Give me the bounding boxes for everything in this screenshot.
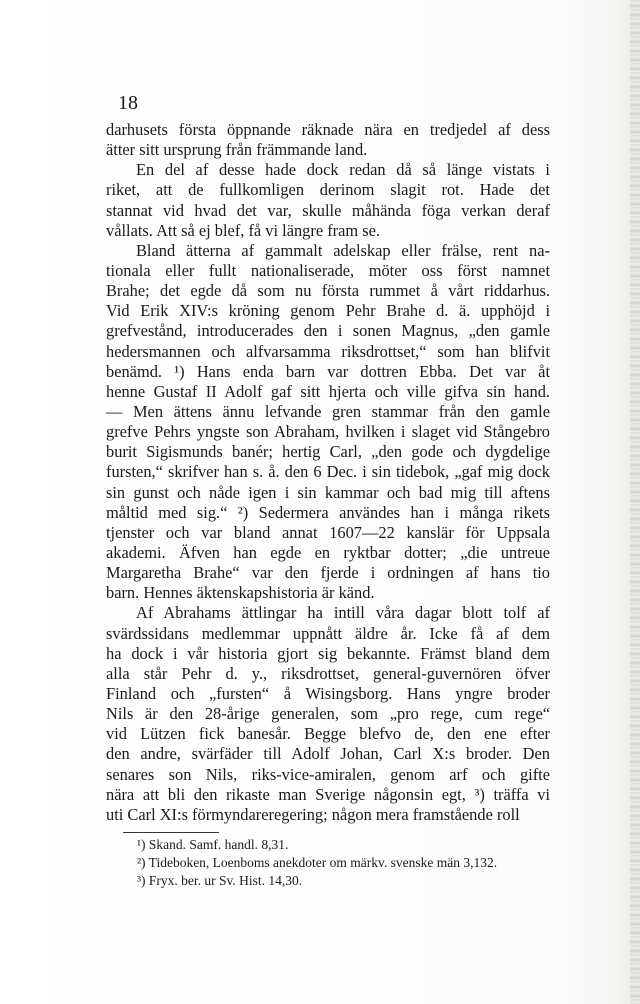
text-line: hedersmannen och alfvarsamma riksdrottset,“ som han blifvit [106, 341, 550, 361]
text-line: svärdssidans medlemmar uppnått äldre år. Icke få af dem [106, 623, 550, 643]
text-line: sin gunst och nåde igen i sin kammar och bad mig till aftens [106, 482, 550, 502]
text-line: Margaretha Brahe“ var den fjerde i ordningen af hans tio [106, 563, 550, 583]
text-line: stannat vid hvad det var, skulle måhända föga verkan deraf [106, 200, 550, 220]
text-line: uti Carl XI:s förmyndareregering; någon mera framstående roll [106, 804, 520, 824]
text-line: nära att bli den rikaste man Sverige någonsin egt, ³) träffa vi [106, 784, 550, 804]
text-line: vid Lützen fick banesår. Begge blefvo de, den ene efter [106, 724, 550, 744]
text-line: Nils är den 28-årige generalen, som „pro rege, cum rege“ [106, 704, 550, 724]
text-line: Vid Erik XIV:s kröning genom Pehr Brahe d. ä. upphöjd i [106, 301, 550, 321]
text-line: henne Gustaf II Adolf gaf sitt hjerta och ville gifva sin hand. [106, 381, 550, 401]
text-line: burit Sigismunds banér; hertig Carl, „den gode och dygdelige [106, 442, 550, 462]
body-text [106, 120, 550, 825]
footnote: ¹) Skand. Samf. handl. 8,31. [137, 837, 289, 852]
text-line: Brahe; det egde då som nu första rummet å vårt riddarhus. [106, 281, 550, 301]
text-line: fursten,“ skrifver han s. å. den 6 Dec. i sin tidebok, „gaf mig dock [106, 462, 550, 482]
text-line: måltid med sig.“ ²) Sedermera användes han i många rikets [106, 502, 550, 522]
text-line: tionala eller fullt nationaliserade, möter oss först namnet [106, 260, 550, 280]
footnote-rule [123, 832, 219, 833]
text-line: benämd. ¹) Hans enda barn var dottren Ebba. Det var åt [106, 361, 550, 381]
footnotes [137, 836, 557, 890]
text-line: grefve Pehrs yngste son Abraham, hvilken i slaget vid Stångebro [106, 422, 550, 442]
text-line: grefvestånd, introducerades den i sonen Magnus, „den gamle [106, 321, 550, 341]
page-edge-shadow [630, 0, 640, 1004]
page-number: 18 [118, 92, 138, 114]
text-line: ätter sitt ursprung från främmande land. [106, 140, 368, 160]
text-line: darhusets första öppnande räknade nära en tredjedel af dess [106, 120, 550, 139]
footnote: ²) Tideboken, Loenboms anekdoter om märkv. svenske män 3,132. [137, 855, 498, 870]
text-line: Finland och „fursten“ å Wisingsborg. Hans yngre broder [106, 683, 550, 703]
text-line: riket, att de fullkomligen derinom slagit rot. Hade det [106, 180, 550, 200]
text-line: Af Abrahams ättlingar ha intill våra dagar blott tolf af [136, 603, 550, 623]
text-line: akademi. Äfven han egde en ryktbar dotter; „die untreue [106, 542, 550, 562]
text-line: ha dock i vår historia gjort sig bekannte. Främst bland dem [106, 643, 550, 663]
text-line: senares son Nils, riks-vice-amiralen, genom arf och gifte [106, 764, 550, 784]
text-line: alla står Pehr d. y., riksdrottset, general-guvernören öfver [106, 663, 550, 683]
text-line: tjenster och var bland annat 1607—22 kanslär för Uppsala [106, 522, 550, 542]
text-line: Bland ätterna af gammalt adelskap eller frälse, rent na- [136, 240, 550, 260]
footnote: ³) Fryx. ber. ur Sv. Hist. 14,30. [137, 873, 303, 888]
text-line: — Men ättens ännu lefvande gren stammar från den gamle [106, 401, 550, 421]
text-line: barn. Hennes äktenskapshistoria är känd. [106, 583, 375, 603]
text-line: En del af desse hade dock redan då så länge vistats i [136, 160, 550, 180]
text-line: den andre, svärfäder till Adolf Johan, Carl X:s broder. Den [106, 744, 550, 764]
text-line: vållats. Att så ej blef, få vi längre fram se. [106, 220, 380, 240]
